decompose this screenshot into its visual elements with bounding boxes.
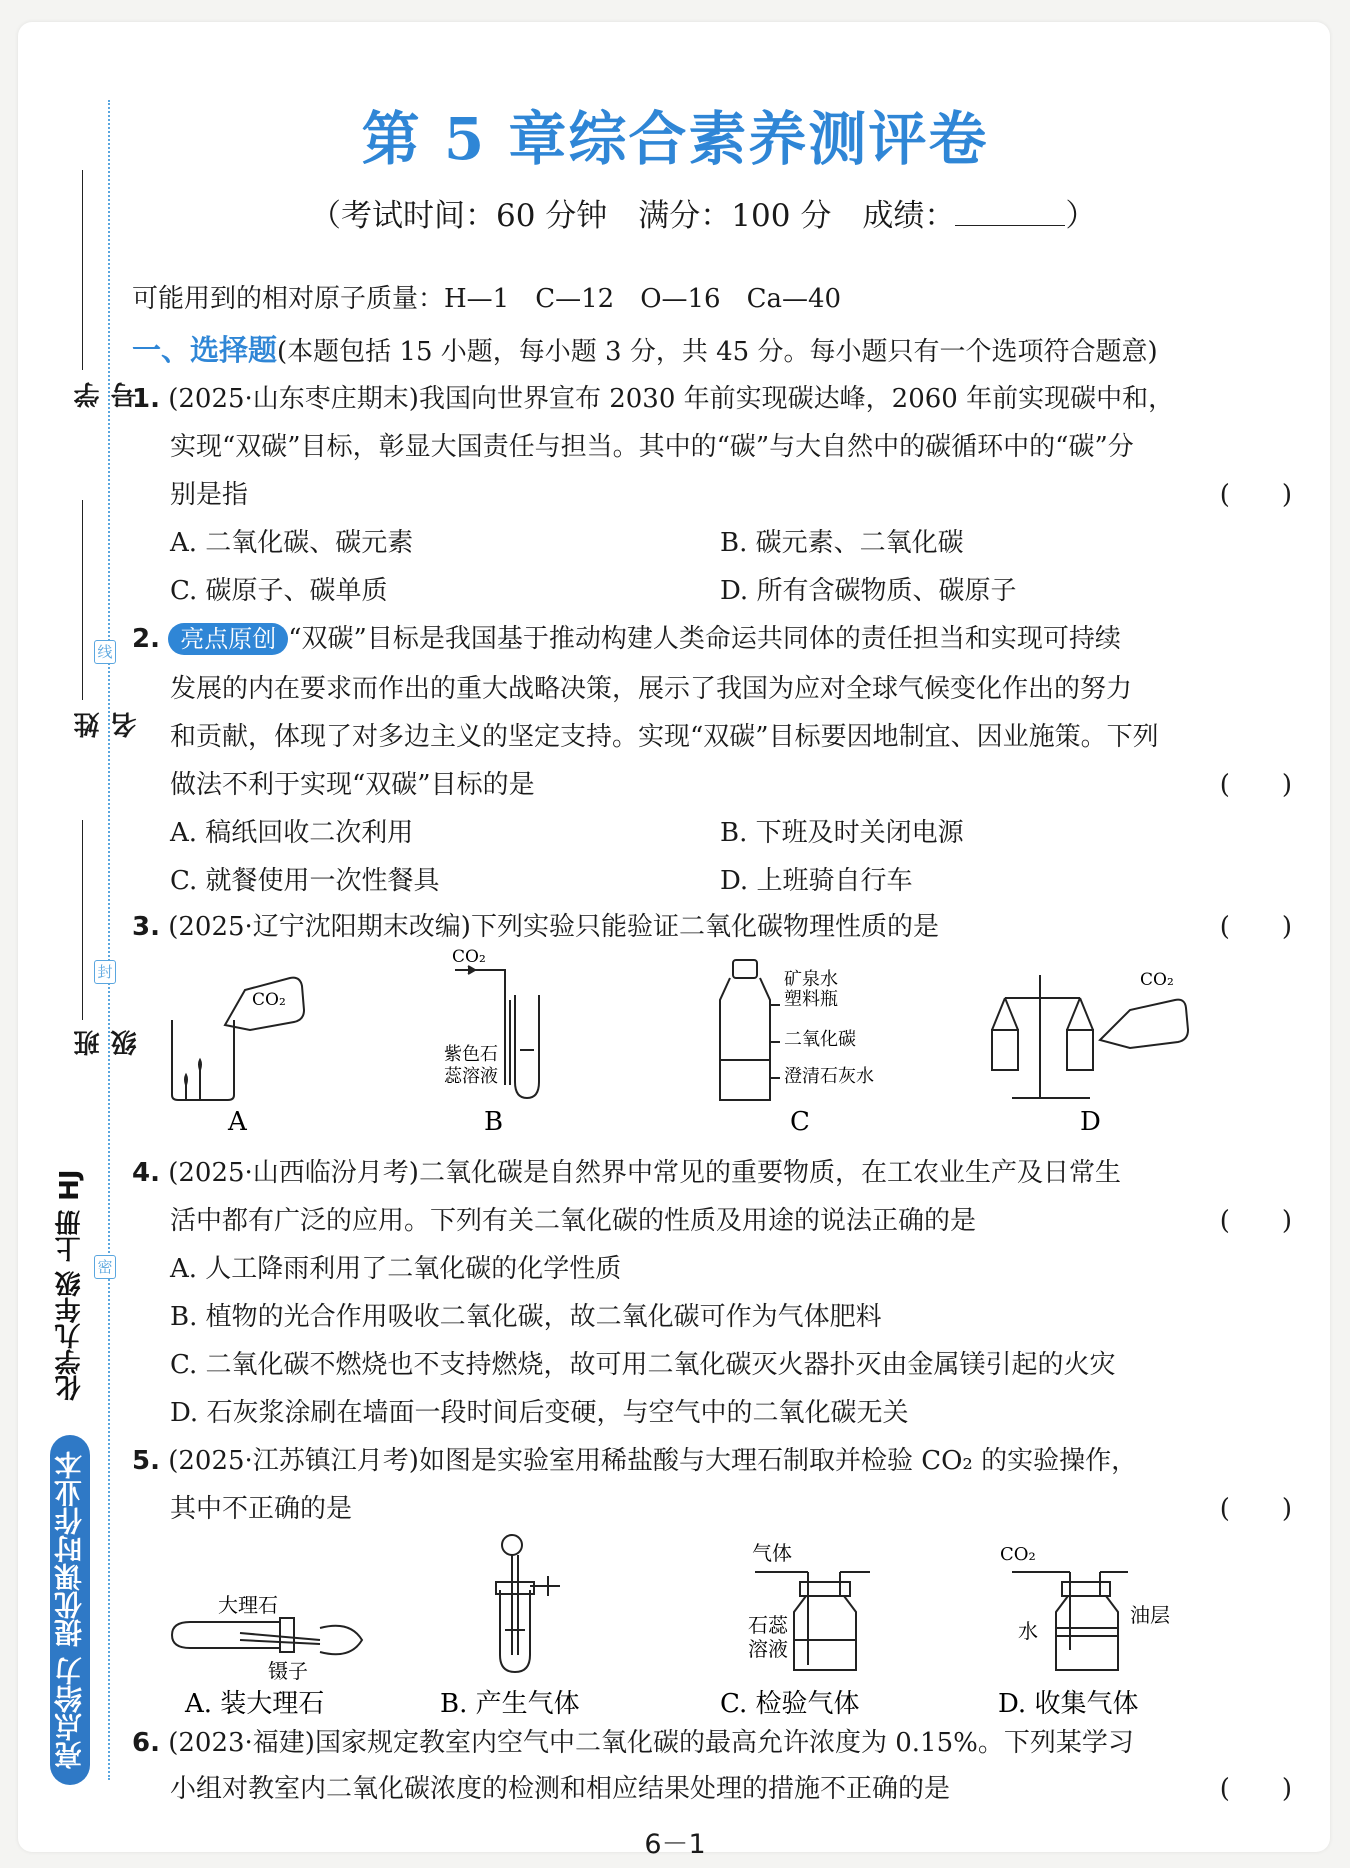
figure-5c-litmus-2: 溶液 [748,1637,788,1661]
figure-5-label-b: B. 产生气体 [440,1689,580,1719]
figure-5c-litmus-1: 石蕊 [748,1613,788,1637]
figure-label-c: C [790,1107,810,1137]
question-number: 2. [132,624,160,654]
figure-c-liquid: 澄清石灰水 [784,1066,874,1087]
figure-c-bottle-1: 矿泉水 [784,969,838,990]
answer-paren[interactable]: ( ) [1219,1206,1292,1236]
question-text-line: 发展的内在要求而作出的重大战略决策，展示了我国为应对全球气候变化作出的努力 [170,674,1133,704]
page-number: 6－1 [644,1829,706,1860]
exam-info-close: ） [1065,198,1097,234]
question-text-line: 实现“双碳”目标，彰显大国责任与担当。其中的“碳”与大自然中的碳循环中的“碳”分 [170,432,1134,462]
figure-label-a: A [228,1107,247,1137]
book-subtitle: 化学九年级 上册 HJ [55,1169,85,1401]
figure-5-label-d: D. 收集气体 [998,1689,1139,1719]
exam-info-text: （考试时间：60 分钟 满分：100 分 成绩： [310,198,956,234]
book-brand-name: 亮点给力 提优课时作业本 [50,1435,90,1785]
section-note: (本题包括 15 小题，每小题 3 分，共 45 分。每小题只有一个选项符合题意) [277,337,1158,367]
answer-paren[interactable]: ( ) [1219,912,1292,942]
figure-5d-water: 水 [1018,1619,1038,1643]
option-a[interactable]: A. 稿纸回收二次利用 [170,818,414,848]
question-text-line: (2025·江苏镇江月考)如图是实验室用稀盐酸与大理石制取并检验 CO₂ 的实验操作， [168,1446,1138,1476]
class-label: 班级 [74,1030,141,1056]
option-c[interactable]: C. 二氧化碳不燃烧也不支持燃烧，故可用二氧化碳灭火器扑灭由金属镁引起的火灾 [170,1350,1116,1380]
question-number: 5. [132,1446,160,1476]
binding-tag-seal: 封 [94,960,116,984]
question-text-line: 小组对教室内二氧化碳浓度的检测和相应结果处理的措施不正确的是 ( ) [170,1768,1292,1805]
question-text-line: 做法不利于实现“双碳”目标的是 ( ) [170,764,1292,801]
page-title: 第 5 章综合素养测评卷 [361,105,989,173]
option-a[interactable]: A. 人工降雨利用了二氧化碳的化学性质 [170,1254,622,1284]
figure-a-co2: CO₂ [252,990,286,1010]
option-b[interactable]: B. 碳元素、二氧化碳 [720,528,964,558]
question-text-line: 别是指 ( ) [170,474,1292,511]
question-number: 4. [132,1158,160,1188]
figure-5b-generator [496,1535,560,1672]
figure-d-co2: CO₂ [1140,970,1174,990]
figure-b-litmus-2: 蕊溶液 [444,1066,498,1087]
option-c[interactable]: C. 就餐使用一次性餐具 [170,866,440,896]
question-text-line: (2025·辽宁沈阳期末改编)下列实验只能验证二氧化碳物理性质的是 [168,912,939,942]
figure-5a-marble: 大理石 [218,1593,278,1617]
figure-c-gas: 二氧化碳 [784,1029,856,1050]
answer-paren[interactable]: ( ) [1219,1774,1292,1804]
question-number: 3. [132,912,160,942]
atomic-masses: 可能用到的相对原子质量：H—1 C—12 O—16 Ca—40 [132,284,842,314]
figure-5-label-a: A. 装大理石 [185,1689,325,1719]
binding-tag-line: 线 [94,640,116,664]
question-number: 1. [132,384,160,414]
figure-label-d: D [1080,1107,1101,1137]
figure-5a-tweezers: 镊子 [268,1659,308,1683]
option-b[interactable]: B. 植物的光合作用吸收二氧化碳，故二氧化碳可作为气体肥料 [170,1302,882,1332]
figure-c-bottle-2: 塑料瓶 [784,989,838,1010]
figure-b-litmus-1: 紫色石 [444,1044,498,1065]
question-text-line: “双碳”目标是我国基于推动构建人类命运共同体的责任担当和实现可持续 [288,624,1121,654]
option-b[interactable]: B. 下班及时关闭电源 [720,818,964,848]
original-badge: 亮点原创 [168,623,288,655]
answer-paren[interactable]: ( ) [1219,1494,1292,1524]
question-number: 6. [132,1728,160,1758]
student-id-label: 学号 [74,382,141,408]
option-d[interactable]: D. 上班骑自行车 [720,866,913,896]
binding-tag-secret: 密 [94,1255,116,1279]
question-text-line: 和贡献，体现了对多边主义的坚定支持。实现“双碳”目标要因地制宜、因业施策。下列 [170,722,1159,752]
name-label: 姓名 [74,712,141,738]
question-text-line: 活中都有广泛的应用。下列有关二氧化碳的性质及用途的说法正确的是 ( ) [170,1200,1292,1237]
figure-5c-gas: 气体 [752,1541,792,1565]
figure-label-b: B [484,1107,504,1137]
option-a[interactable]: A. 二氧化碳、碳元素 [170,528,414,558]
figure-5d-oil: 油层 [1130,1603,1170,1627]
answer-paren[interactable]: ( ) [1219,770,1292,800]
option-d[interactable]: D. 所有含碳物质、碳原子 [720,576,1017,606]
option-c[interactable]: C. 碳原子、碳单质 [170,576,388,606]
figure-5d-co2: CO₂ [1000,1544,1036,1565]
figure-b-co2: CO₂ [452,947,486,967]
question-text-line: (2023·福建)国家规定教室内空气中二氧化碳的最高允许浓度为 0.15%。下列某学习 [168,1728,1134,1758]
answer-paren[interactable]: ( ) [1219,480,1292,510]
figure-5a-tube-tweezers [172,1618,362,1654]
question-text-line: (2025·山东枣庄期末)我国向世界宣布 2030 年前实现碳达峰，2060 年前实现碳中和， [168,384,1175,414]
figure-5-label-c: C. 检验气体 [720,1689,860,1719]
option-d[interactable]: D. 石灰浆涂刷在墙面一段时间后变硬，与空气中的二氧化碳无关 [170,1398,909,1428]
question-text-line: (2025·山西临汾月考)二氧化碳是自然界中常见的重要物质，在工农业生产及日常生 [168,1158,1121,1188]
section-title: 一、选择题 [132,333,278,367]
question-text-line: 其中不正确的是 ( ) [170,1488,1292,1525]
